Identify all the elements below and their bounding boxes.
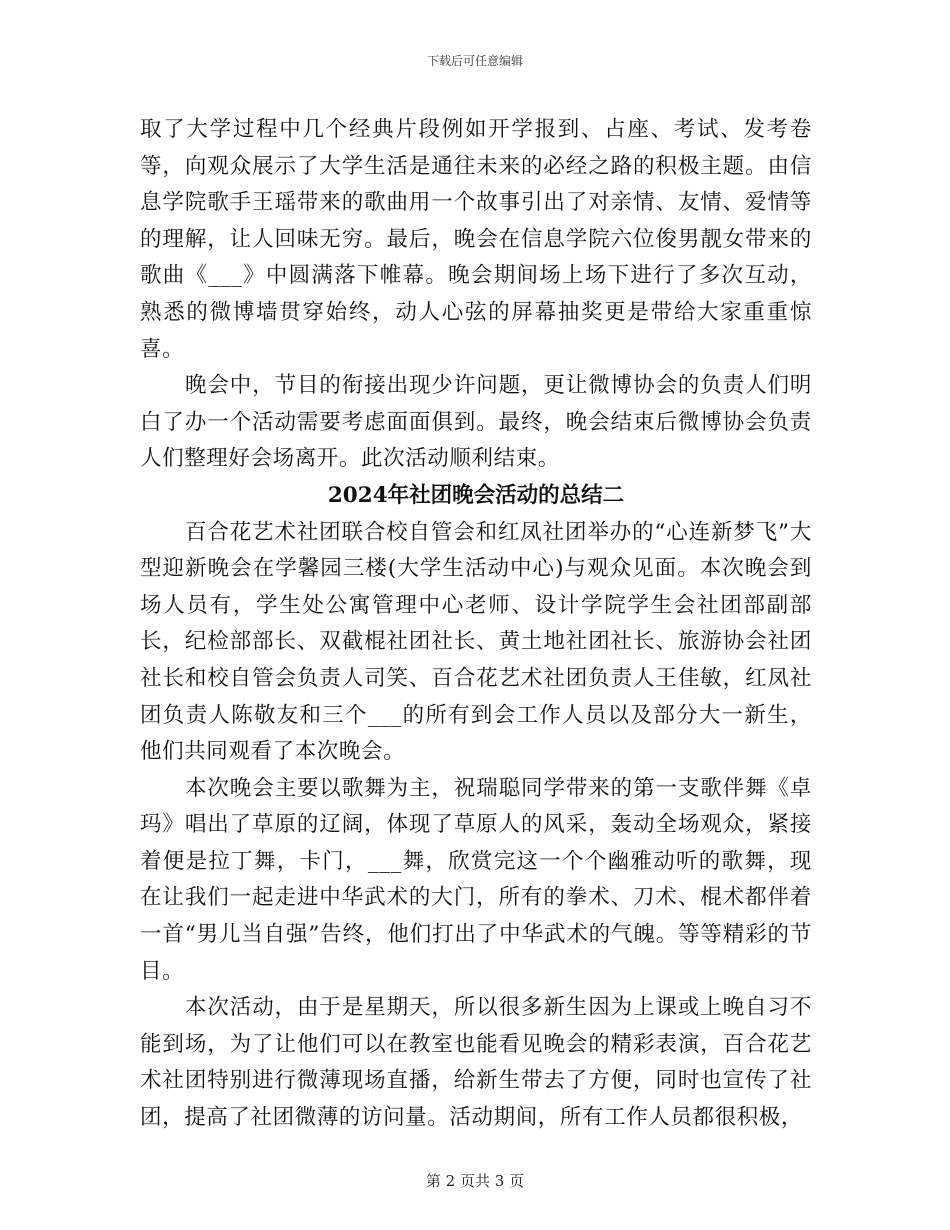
paragraph-1: 取了大学过程中几个经典片段例如开学报到、占座、考试、发考卷等，向观众展示了大学生活是通往未来的必经之路的积极主题。由信息学院歌手王瑶带来的歌曲用一个故事引出了对亲情、友情、爱情等的理解，让人回味无穷。最后，晚会在信息学院六位俊男靓女带来的歌曲《___》中圆满落下帷幕。晚会期间场上场下进行了多次互动，熟悉的微博墙贯穿始终，动人心弦的屏幕抽奖更是带给大家重重惊喜。	[140, 117, 812, 362]
paragraph-5: 本次活动，由于是星期天，所以很多新生因为上课或上晚自习不能到场，为了让他们可以在教室也能看见晚会的精彩表演，百合花艺术社团特别进行微薄现场直播，给新生带去了方便，同时也宣传了社团，提高了社团微薄的访问量。活动期间，所有工作人员都很积极，	[140, 995, 812, 1131]
page-number: 第 2 页共 3 页	[425, 1172, 525, 1190]
paragraph-4: 本次晚会主要以歌舞为主，祝瑞聪同学带来的第一支歌伴舞《卓玛》唱出了草原的辽阔，体现了草原人的风采，轰动全场观众，紧接着便是拉丁舞，卡门，___舞，欣赏完这一个个幽雅动听的歌舞，现在让我们一起走进中华武术的大门，所有的拳术、刀术、棍术都伴着一首“男儿当自强”告终，他们打出了中华武术的气魄。等等精彩的节目。	[140, 775, 812, 984]
section-title: 2024年社团晚会活动的总结二	[327, 482, 625, 508]
paragraph-3: 百合花艺术社团联合校自管会和红凤社团举办的“心连新梦飞”大型迎新晚会在学馨园三楼(大学生活动中心)与观众见面。本次晚会到场人员有，学生处公寓管理中心老师、设计学院学生会社团部副部长，纪检部部长、双截棍社团社长、黄土地社团社长、旅游协会社团社长和校自管会负责人司笑、百合花艺术社团负责人王佳敏，红凤社团负责人陈敬友和三个___的所有到会工作人员以及部分大一新生，他们共同观看了本次晚会。	[140, 519, 812, 765]
document-body	[140, 112, 812, 1137]
paragraph-2: 晚会中，节目的衔接出现少许问题，更让微博协会的负责人们明白了办一个活动需要考虑面面俱到。最终，晚会结束后微博协会负责人们整理好会场离开。此次活动顺利结束。	[140, 373, 812, 472]
page-header-note: 下载后可任意编辑	[426, 54, 523, 68]
